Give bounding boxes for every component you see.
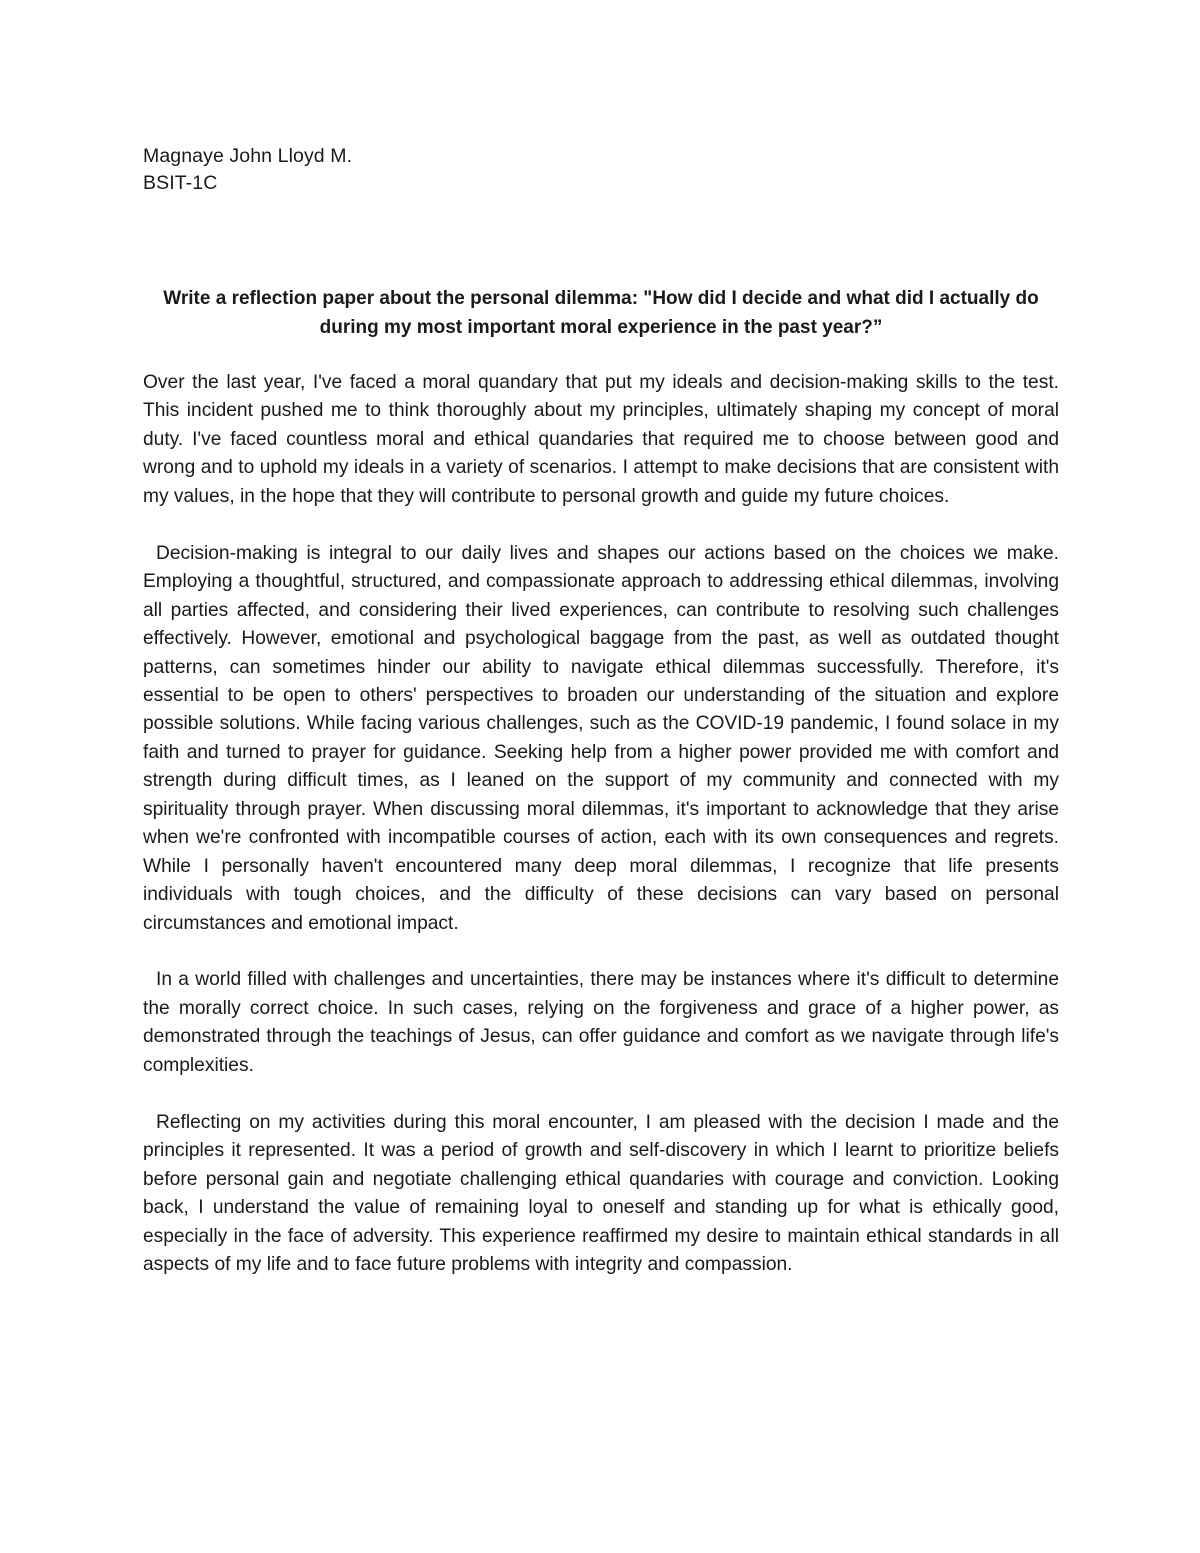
paragraph-1: Over the last year, I've faced a moral quandary that put my ideals and decision-making skills to the test. This incident pushed me to think thoroughly about my principles, ultimately shaping my concept of moral duty. I've faced countless moral and ethical quandaries that required me to choose between good and wrong and to uphold my ideals in a variety of scenarios. I attempt to make decisions that are consistent with my values, in the hope that they will contribute to personal growth and guide my future choices.	[143, 372, 1059, 507]
paragraph-4: Reflecting on my activities during this moral encounter, I am pleased with the decision I made and the principles it represented. It was a period of growth and self-discovery in which I learnt to prioritize beliefs before personal gain and negotiate challenging ethical quandaries with courage and conviction. Looking back, I understand the value of remaining loyal to oneself and standing up for what is ethically good, especially in the face of adversity. This experience reaffirmed my desire to maintain ethical standards in all aspects of my life and to face future problems with integrity and compassion.	[143, 1111, 1059, 1275]
author-header	[143, 143, 352, 197]
paragraph-2: Decision-making is integral to our daily lives and shapes our actions based on the choices we make. Employing a thoughtful, structured, and compassionate approach to addressing ethical dilemmas, involving all parties affected, and considering their lived experiences, can contribute to resolving such challenges effectively. However, emotional and psychological baggage from the past, as well as outdated thought patterns, can sometimes hinder our ability to navigate ethical dilemmas successfully. Therefore, it's essential to be open to others' perspectives to broaden our understanding of the situation and explore possible solutions. While facing various challenges, such as the COVID-19 pandemic, I found solace in my faith and turned to prayer for guidance. Seeking help from a higher power provided me with comfort and strength during difficult times, as I leaned on the support of my community and connected with my spirituality through prayer. When discussing moral dilemmas, it's important to acknowledge that they arise when we're confronted with incompatible courses of action, each with its own consequences and regrets. While I personally haven't encountered many deep moral dilemmas, I recognize that life presents individuals with tough choices, and the difficulty of these decisions can vary based on personal circumstances and emotional impact.	[143, 542, 1059, 934]
author-class: BSIT-1C	[143, 172, 218, 194]
document-title: Write a reflection paper about the personal dilemma: "How did I decide and what did I actually do during my most important moral experience in the past year?”	[163, 288, 1039, 338]
author-name: Magnaye John Lloyd M.	[143, 145, 353, 167]
paragraph-3: In a world filled with challenges and uncertainties, there may be instances where it's difficult to determine the morally correct choice. In such cases, relying on the forgiveness and grace of a higher power, as demonstrated through the teachings of Jesus, can offer guidance and comfort as we navigate through life's complexities.	[143, 969, 1059, 1076]
document-body	[143, 369, 1059, 1308]
